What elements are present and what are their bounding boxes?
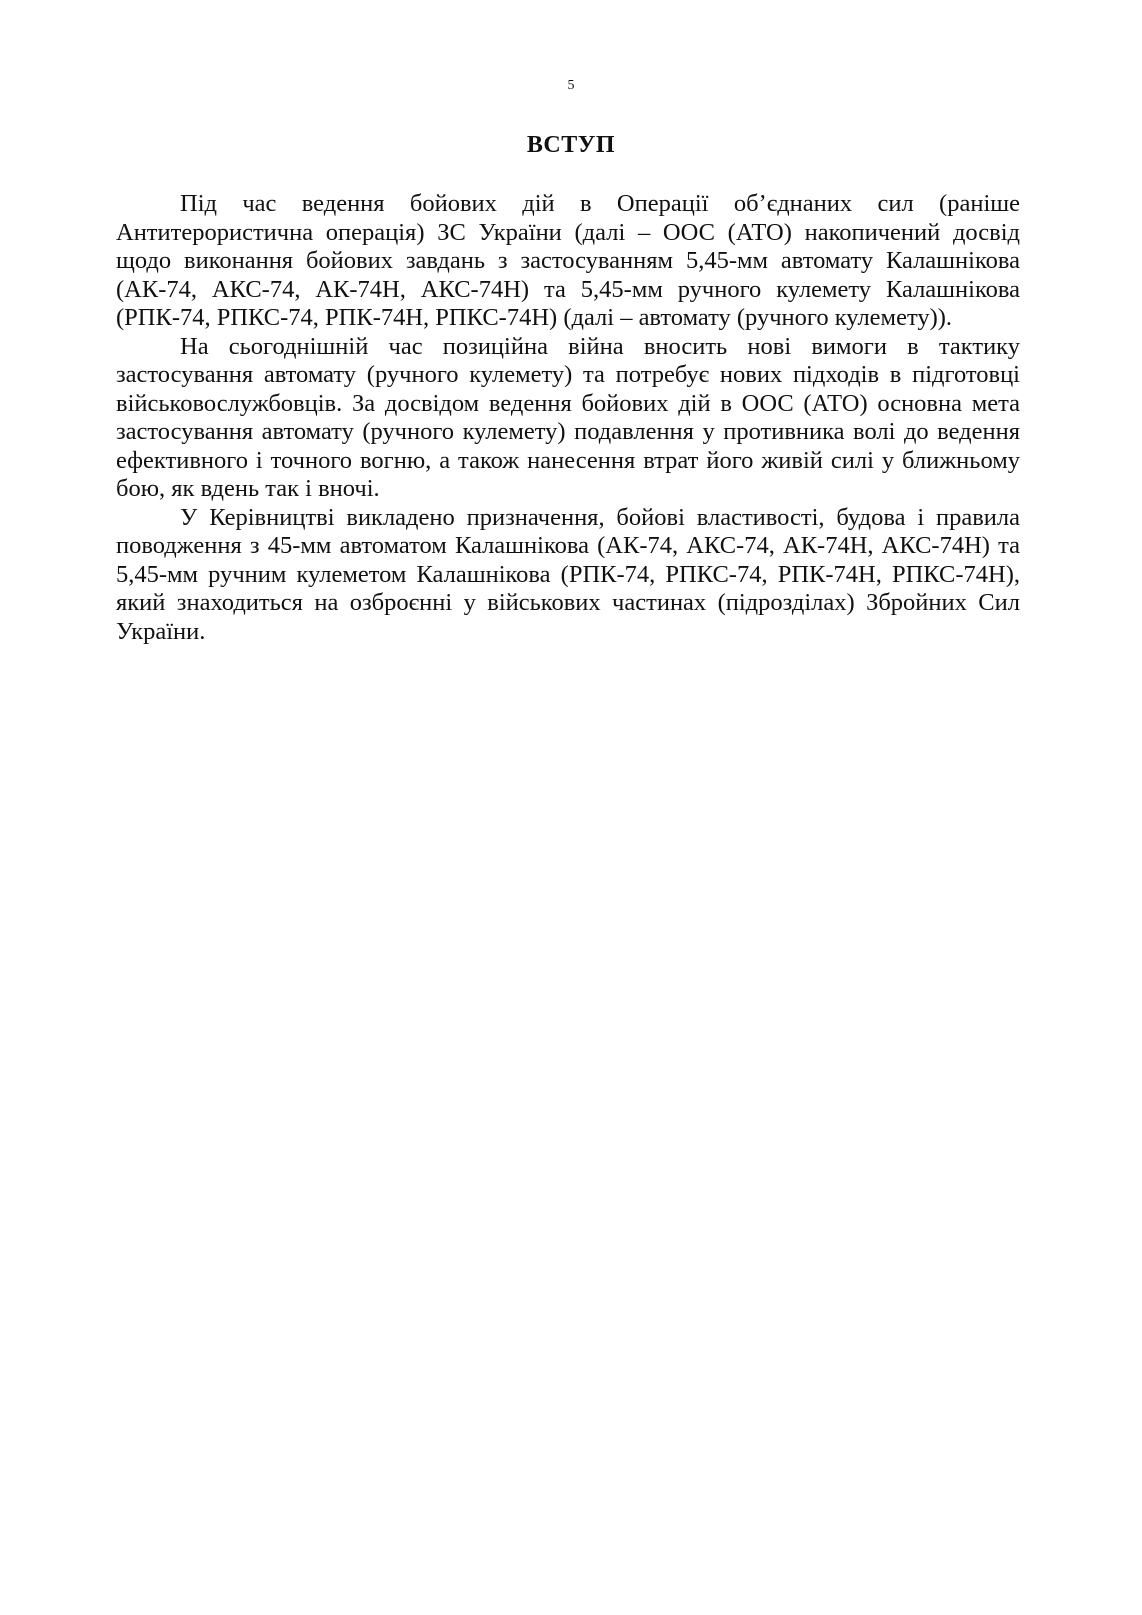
paragraph-1: Під час ведення бойових дій в Операції об’єднаних сил (раніше Антитерористична операція) ЗС України (далі – ООС (АТО) накопичений досвід щодо виконання бойових завдань з застосуванням 5,45-мм автомату Калашнікова (АК-74, АКС-74, АК-74Н, АКС-74Н) та 5,45-мм ручного кулемету Калашнікова (РПК-74, РПКС-74, РПК-74Н, РПКС-74Н) (далі – автомату (ручного кулемету)). [116,190,1020,331]
paragraph-3: У Керівництві викладено призначення, бойові властивості, будова і правила поводження з 45-мм автоматом Калашнікова (АК-74, АКС-74, АК-74Н, АКС-74Н) та 5,45-мм ручним кулеметом Калашнікова (РПК-74, РПКС-74, РПК-74Н, РПКС-74Н), який знаходиться на озброєнні у військових частинах (підрозділах) Збройних Сил України. [116,503,1020,645]
page-number: 5 [567,78,575,93]
section-title: ВСТУП [526,132,616,158]
body-text [116,190,1020,646]
paragraph-2: На сьогоднішній час позиційна війна вносить нові вимоги в тактику застосування автомату (ручного кулемету) та потребує нових підходів в підготовці військовослужбовців. За досвідом ведення бойових дій в ООС (АТО) основна мета застосування автомату (ручного кулемету) подавлення у противника волі до ведення ефективного і точного вогню, а також нанесення втрат його живій силі у ближньому бою, як вдень так і вночі. [116,332,1020,502]
